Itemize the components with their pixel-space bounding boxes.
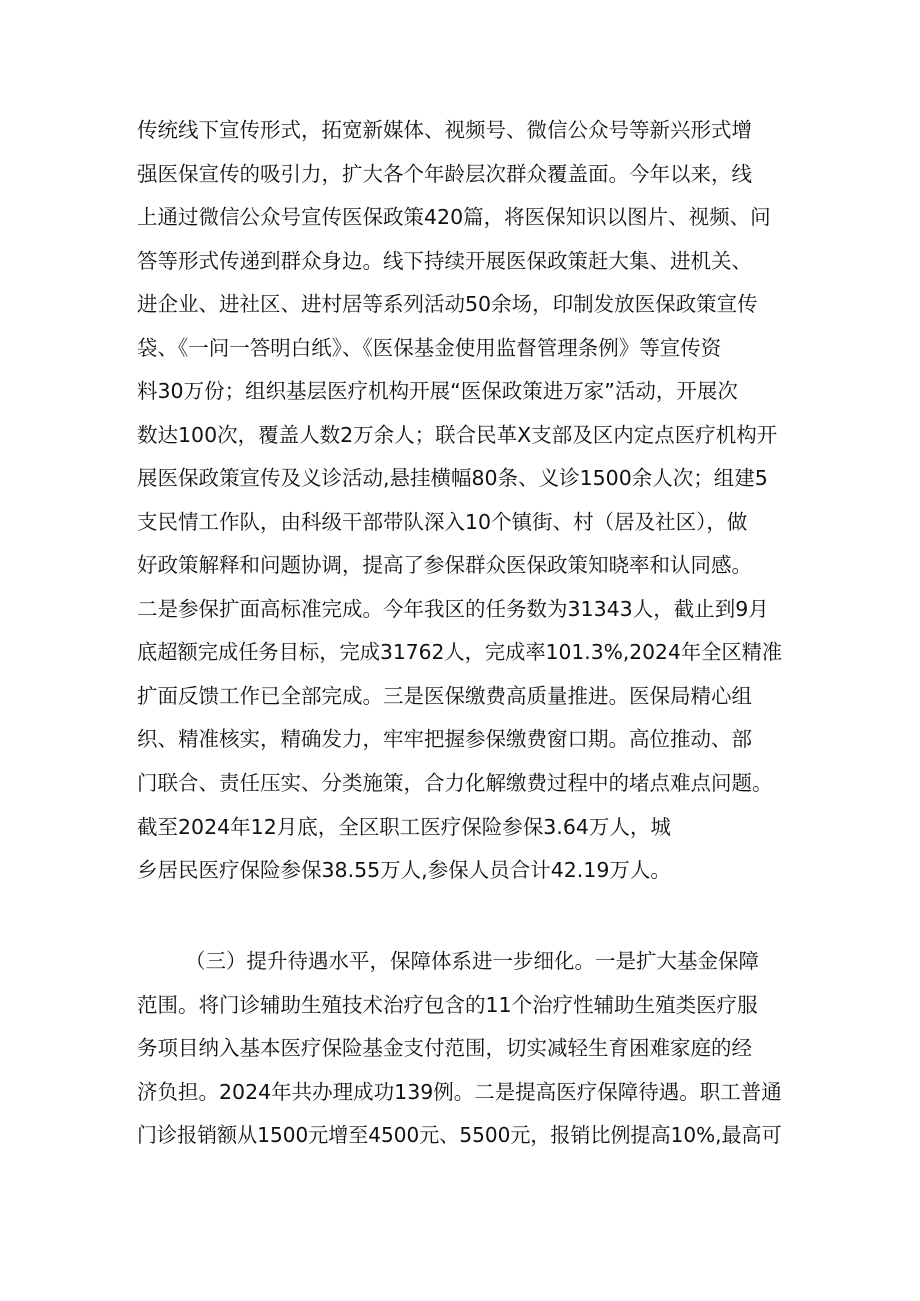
paragraph-line: 门联合、责任压实、分类施策，合力化解缴费过程中的堵点难点问题。: [137, 771, 773, 795]
paragraph-line: 底超额完成任务目标，完成31762人，完成率101.3%,2024年全区精准: [137, 640, 783, 664]
paragraph-line: 传统线下宣传形式，拓宽新媒体、视频号、微信公众号等新兴形式增: [137, 118, 752, 142]
paragraph-line: 支民情工作队，由科级干部带队深入10个镇街、村（居及社区），做: [137, 510, 748, 534]
paragraph-line: 门诊报销额从1500元增至4500元、5500元，报销比例提高10%,最高可: [137, 1123, 782, 1147]
paragraph-line: 答等形式传递到群众身边。线下持续开展医保政策赶大集、进机关、: [137, 249, 752, 273]
paragraph-line: 展医保政策宣传及义诊活动,悬挂横幅80条、义诊1500余人次；组建5: [137, 466, 768, 490]
paragraph-line: 乡居民医疗保险参保38.55万人,参保人员合计42.19万人。: [137, 858, 671, 882]
paragraph-line: 济负担。2024年共办理成功139例。二是提高医疗保障待遇。职工普通: [137, 1080, 782, 1104]
section-heading-line: （三）提升待遇水平，保障体系进一步细化。一是扩大基金保障: [185, 949, 759, 973]
paragraph-line: 数达100次，覆盖人数2万余人；联合民革X支部及区内定点医疗机构开: [137, 423, 778, 447]
paragraph-line: 好政策解释和问题协调，提高了参保群众医保政策知晓率和认同感。: [137, 553, 752, 577]
paragraph-line: 务项目纳入基本医疗保险基金支付范围，切实减轻生育困难家庭的经: [137, 1036, 752, 1060]
paragraph-line: 料30万份；组织基层医疗机构开展“医保政策进万家”活动，开展次: [137, 379, 738, 403]
paragraph-line: 上通过微信公众号宣传医保政策420篇，将医保知识以图片、视频、问: [137, 205, 771, 229]
paragraph-line: 范围。将门诊辅助生殖技术治疗包含的11个治疗性辅助生殖类医疗服: [137, 993, 758, 1017]
paragraph-line: 截至2024年12月底，全区职工医疗保险参保3.64万人，城: [137, 815, 671, 839]
paragraph-line: 强医保宣传的吸引力，扩大各个年龄层次群众覆盖面。今年以来，线: [137, 162, 752, 186]
paragraph-line: 袋、《一问一答明白纸》、《医保基金使用监督管理条例》等宣传资: [137, 336, 722, 360]
paragraph-line: 二是参保扩面高标准完成。今年我区的任务数为31343人，截止到9月: [137, 597, 769, 621]
paragraph-line: 进企业、进社区、进村居等系列活动50余场，印制发放医保政策宣传: [137, 292, 758, 316]
paragraph-line: 织、精准核实，精确发力，牢牢把握参保缴费窗口期。高位推动、部: [137, 727, 752, 751]
paragraph-line: 扩面反馈工作已全部完成。三是医保缴费高质量推进。医保局精心组: [137, 684, 752, 708]
